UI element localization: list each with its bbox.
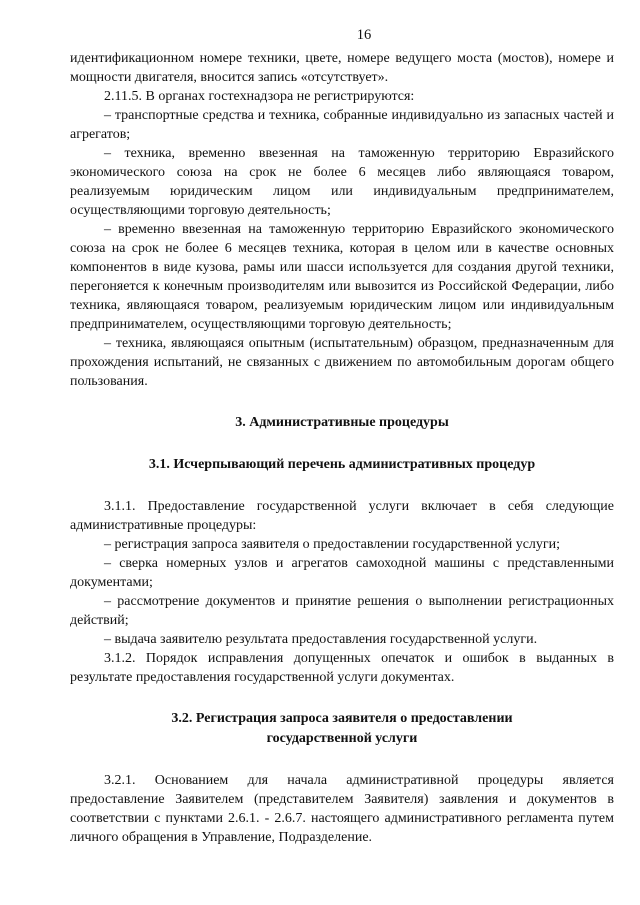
list-item: – регистрация запроса заявителя о предоставлении государственной услуги; bbox=[104, 537, 561, 552]
list-item: – техника, являющаяся опытным (испытательным) образцом, предназначенным для прохождения испытаний, не связанных с движением по автомобильным дорогам общего пользования. bbox=[70, 336, 614, 389]
subsection-heading-line1: 3.2. Регистрация запроса заявителя о предоставлении bbox=[171, 711, 513, 726]
paragraph: 2.11.5. В органах гостехнадзора не регистрируются: bbox=[104, 89, 415, 104]
list-item: – временно ввезенная на таможенную территорию Евразийского экономического союза на срок не более 6 месяцев техника, которая в целом или в качестве основных компонентов в виде кузова, рамы или шасси используется для создания другой техники, перегоняется к конечным производителям или вывозится из Российской Федерации, либо техника, являющаяся товаром, реализуемым юридическим лицом или индивидуальным предпринимателем, осуществляющими торговую деятельность; bbox=[70, 222, 614, 332]
page-number: 16 bbox=[356, 27, 372, 43]
list-item: – выдача заявителю результата предоставления государственной услуги. bbox=[104, 632, 538, 647]
paragraph: 3.1.1. Предоставление государственной услуги включает в себя следующие административные процедуры: bbox=[70, 499, 614, 533]
section-heading: 3. Административные процедуры bbox=[235, 415, 449, 430]
list-item: – сверка номерных узлов и агрегатов самоходной машины с представленными документами; bbox=[70, 556, 614, 590]
paragraph: 3.2.1. Основанием для начала административной процедуры является предоставление Заявителем (представителем Заявителя) заявления и документов в соответствии с пунктами 2.6.1. - 2.6.7. настоящего административного регламента путем личного обращения в Управление, Подразделение. bbox=[70, 773, 614, 845]
subsection-heading-line2: государственной услуги bbox=[266, 731, 418, 746]
paragraph: идентификационном номере техники, цвете, номере ведущего моста (мостов), номере и мощности двигателя, вносится запись «отсутствует». bbox=[70, 51, 614, 85]
subsection-heading bbox=[70, 709, 614, 749]
paragraph: 3.1.2. Порядок исправления допущенных опечаток и ошибок в выданных в результате предоставления государственной услуги документах. bbox=[70, 651, 614, 685]
list-item: – рассмотрение документов и принятие решения о выполнении регистрационных действий; bbox=[70, 594, 614, 628]
subsection-heading: 3.1. Исчерпывающий перечень административных процедур bbox=[148, 457, 536, 472]
list-item: – техника, временно ввезенная на таможенную территорию Евразийского экономического союза на срок не более 6 месяцев либо являющаяся товаром, реализуемым юридическим лицом или индивидуальным предпринимателем, осуществляющими торговую деятельность; bbox=[70, 146, 614, 218]
list-item: – транспортные средства и техника, собранные индивидуально из запасных частей и агрегатов; bbox=[70, 108, 614, 142]
